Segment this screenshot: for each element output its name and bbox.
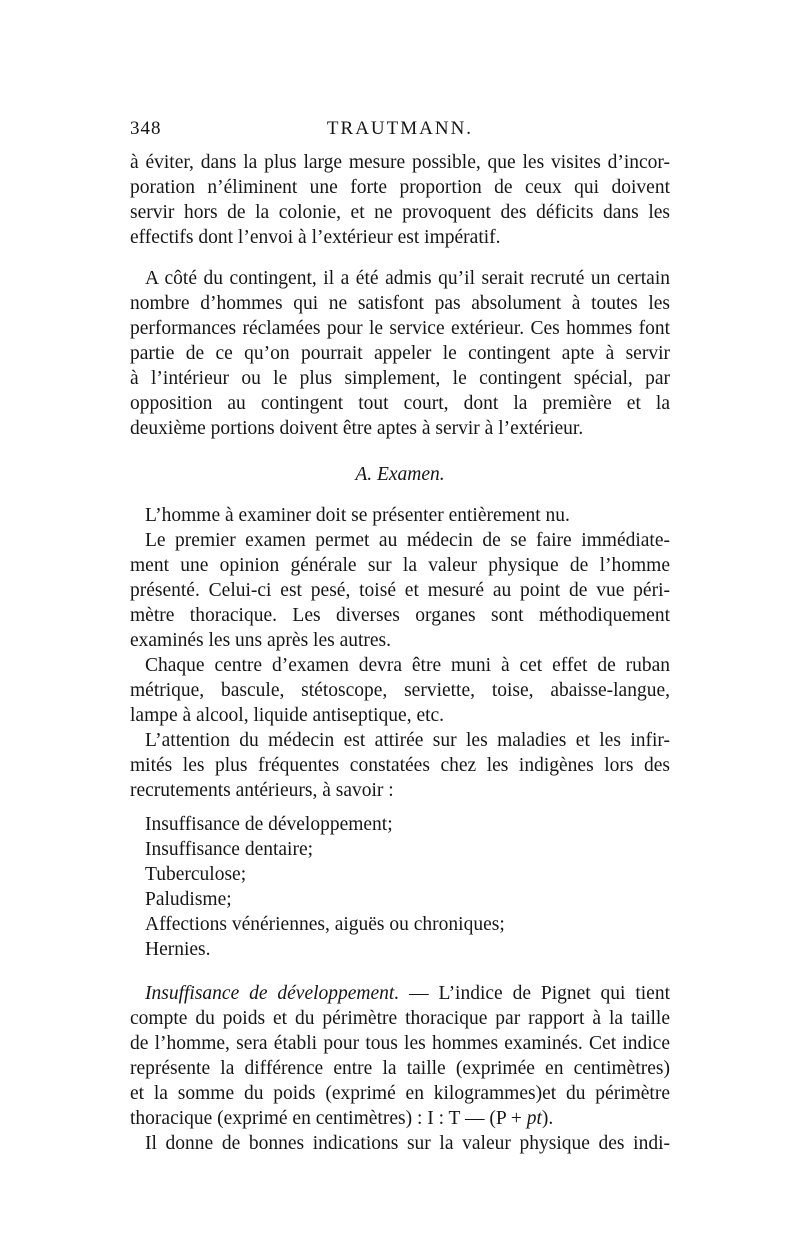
list-item: Insuffisance dentaire; bbox=[145, 839, 314, 860]
text-line: opposition au contingent tout court, dont la première et la bbox=[130, 393, 670, 414]
text-line bbox=[145, 981, 670, 1007]
text-line: et la somme du poids (exprimé en kilogrammes)et du périmètre bbox=[130, 1083, 670, 1104]
text-line: représente la différence entre la taille (exprimée en centimètres) bbox=[130, 1058, 670, 1079]
section-heading: A. Examen. bbox=[355, 464, 445, 485]
text-line: partie de ce qu’on pourrait appeler le contingent apte à servir bbox=[130, 343, 670, 364]
text-line: Le premier examen permet au médecin de se faire immédiate- bbox=[145, 530, 670, 551]
list-item: Insuffisance de développement; bbox=[145, 814, 393, 835]
text-line: lampe à alcool, liquide antiseptique, etc. bbox=[130, 705, 445, 726]
running-head: TRAUTMANN. bbox=[326, 118, 474, 139]
text-line: à éviter, dans la plus large mesure possible, que les visites d’incor- bbox=[130, 152, 670, 173]
list-item: Paludisme; bbox=[145, 889, 232, 910]
text-line: L’homme à examiner doit se présenter entièrement nu. bbox=[145, 505, 570, 526]
text-line: ment une opinion générale sur la valeur physique de l’homme bbox=[130, 555, 670, 576]
text-line: à l’intérieur ou le plus simplement, le contingent spécial, par bbox=[130, 368, 670, 389]
text-line: A côté du contingent, il a été admis qu’il serait recruté un certain bbox=[145, 268, 670, 289]
text-line: de l’homme, sera établi pour tous les hommes examinés. Cet indice bbox=[130, 1033, 670, 1054]
text-line: métrique, bascule, stétoscope, serviette, toise, abaisse-langue, bbox=[130, 680, 670, 701]
text-line: deuxième portions doivent être aptes à servir à l’extérieur. bbox=[130, 418, 584, 439]
text-line: Chaque centre d’examen devra être muni à cet effet de ruban bbox=[145, 655, 670, 676]
text-line: performances réclamées pour le service extérieur. Ces hommes font bbox=[130, 318, 670, 339]
text-line: L’attention du médecin est attirée sur les maladies et les infir- bbox=[145, 730, 670, 751]
text-line: nombre d’hommes qui ne satisfont pas absolument à toutes les bbox=[130, 293, 670, 314]
text-line: servir hors de la colonie, et ne provoquent des déficits dans les bbox=[130, 202, 670, 223]
text-line: Il donne de bonnes indications sur la valeur physique des indi- bbox=[145, 1133, 670, 1154]
text-line: présenté. Celui-ci est pesé, toisé et mesuré au point de vue péri- bbox=[130, 580, 670, 601]
text-line: effectifs dont l’envoi à l’extérieur est impératif. bbox=[130, 227, 501, 248]
text-line: compte du poids et du périmètre thoracique par rapport à la taille bbox=[130, 1008, 670, 1029]
text-line: examinés les uns après les autres. bbox=[130, 630, 392, 651]
text-line bbox=[130, 1106, 670, 1132]
text-line: mités les plus fréquentes constatées chez les indigènes lors des bbox=[130, 755, 670, 776]
page-number: 348 bbox=[130, 118, 162, 139]
text-line: mètre thoracique. Les diverses organes sont méthodiquement bbox=[130, 605, 670, 626]
text-run: — L’indice de Pignet qui tient bbox=[399, 983, 670, 1004]
formula-term: pt bbox=[526, 1108, 542, 1129]
subsection-lead: Insuffisance de développement. bbox=[145, 983, 400, 1004]
text-line: recrutements antérieurs, à savoir : bbox=[130, 780, 394, 801]
text-run: thoracique (exprimé en centimètres) : I : T — (P + bbox=[130, 1108, 527, 1129]
list-item: Hernies. bbox=[145, 939, 211, 960]
page-header bbox=[130, 118, 670, 144]
list-item: Affections vénériennes, aiguës ou chroniques; bbox=[145, 914, 505, 935]
text-run: ). bbox=[541, 1108, 554, 1129]
text-line: poration n’éliminent une forte proportion de ceux qui doivent bbox=[130, 177, 670, 198]
list-item: Tuberculose; bbox=[145, 864, 247, 885]
